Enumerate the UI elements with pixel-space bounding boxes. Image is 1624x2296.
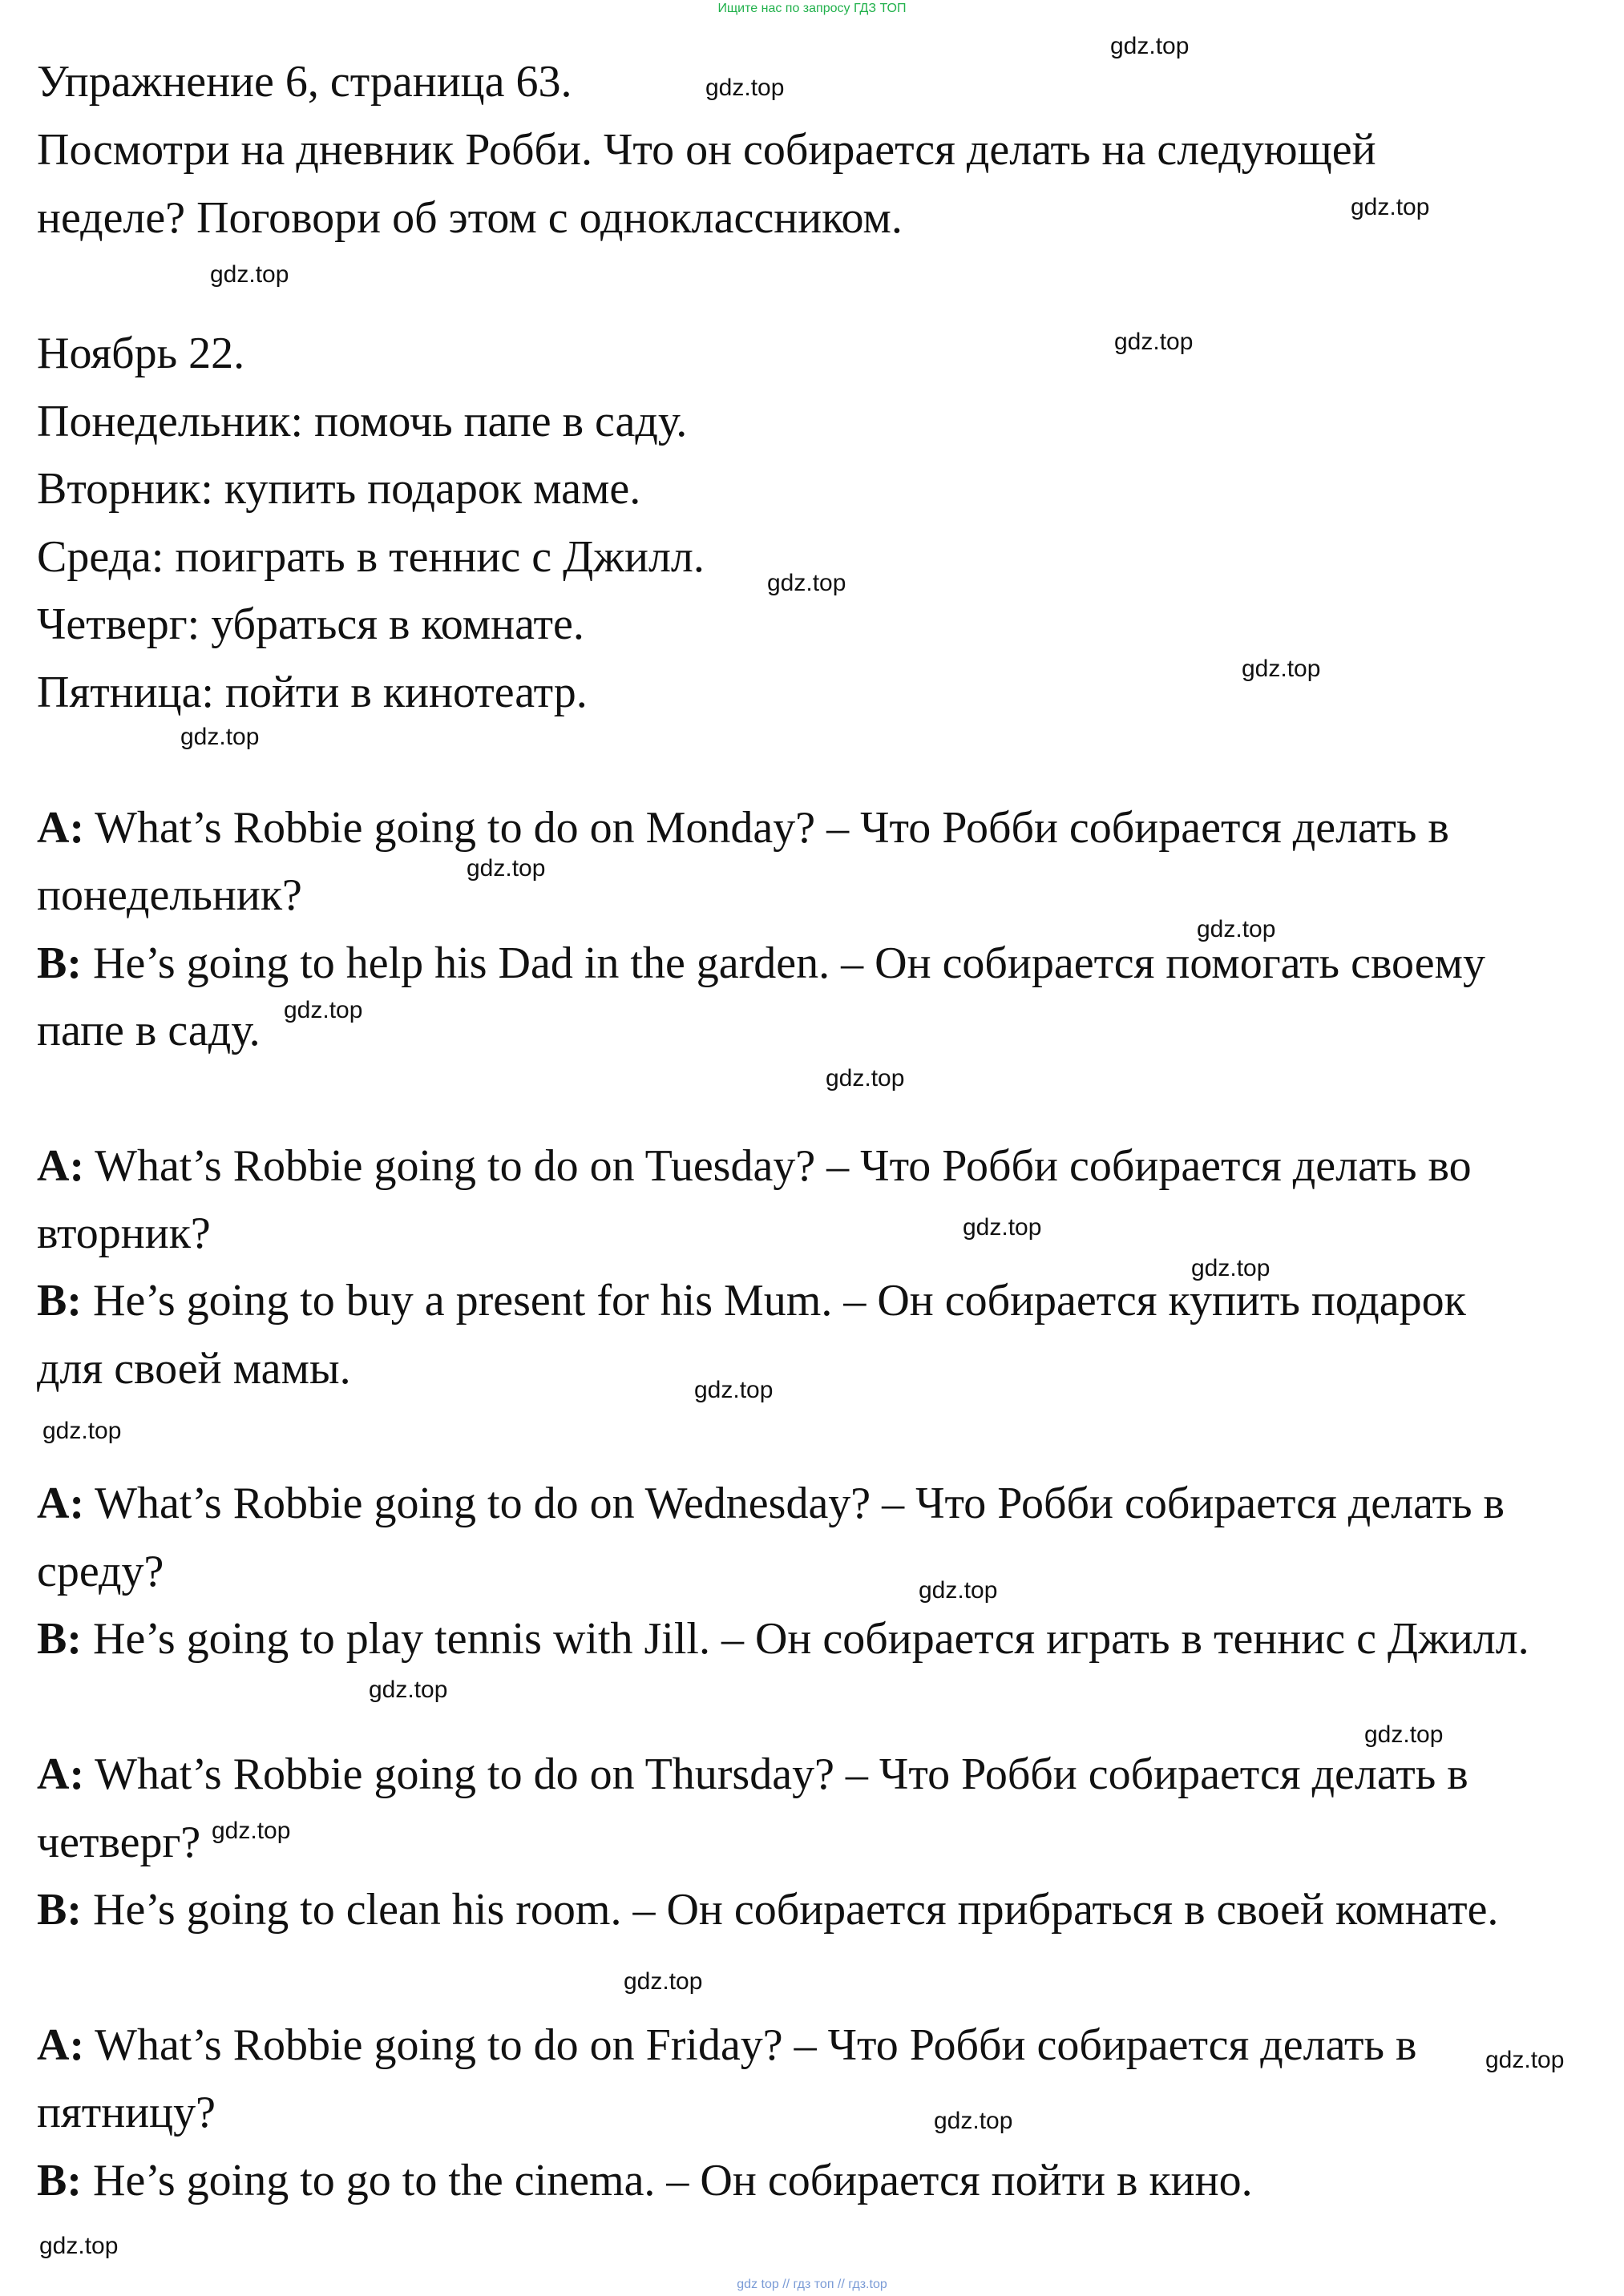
watermark: gdz.top — [1485, 2047, 1565, 2073]
answer-text: He’s going to help his Dad in the garden. – Он собирается помогать своему — [82, 938, 1485, 988]
watermark: gdz.top — [1197, 916, 1276, 942]
exercise-title: Упражнение 6, страница 63. — [37, 57, 572, 107]
dialogue-answer — [37, 2155, 1253, 2206]
watermark: gdz.top — [210, 261, 289, 288]
watermark: gdz.top — [467, 855, 546, 882]
answer-text: He’s going to clean his room. – Он собирается прибраться в своей комнате. — [82, 1885, 1499, 1935]
question-continuation: понедельник? — [37, 870, 302, 920]
diary-entry: Вторник: купить подарок маме. — [37, 464, 641, 514]
watermark: gdz.top — [624, 1968, 703, 1995]
answer-continuation: для своей мамы. — [37, 1344, 351, 1394]
question-continuation: пятницу? — [37, 2088, 216, 2137]
exercise-instruction-line-1: Посмотри на дневник Робби. Что он собирается делать на следующей — [37, 125, 1376, 175]
speaker-a-label: A: — [37, 1141, 85, 1191]
speaker-a-label: A: — [37, 1749, 85, 1799]
diary-entry: Понедельник: помочь папе в саду. — [37, 397, 688, 446]
diary-entry: Четверг: убраться в комнате. — [37, 599, 584, 649]
footer-links: gdz top // гдз топ // гдз.top — [737, 2278, 887, 2291]
watermark: gdz.top — [1351, 194, 1430, 220]
question-text: What’s Robbie going to do on Tuesday? – Что Робби собирается делать во — [84, 1141, 1472, 1191]
speaker-a-label: A: — [37, 1479, 85, 1528]
dialogue-question — [37, 1140, 1472, 1192]
watermark: gdz.top — [826, 1065, 905, 1092]
watermark: gdz.top — [1364, 1721, 1444, 1748]
watermark: gdz.top — [42, 1418, 122, 1444]
dialogue-question — [37, 1478, 1505, 1529]
answer-text: He’s going to play tennis with Jill. – Он собирается играть в теннис с Джилл. — [82, 1614, 1529, 1664]
watermark: gdz.top — [1110, 33, 1190, 59]
watermark: gdz.top — [180, 724, 260, 750]
top-banner: Ищите нас по запросу ГДЗ ТОП — [717, 2, 907, 15]
watermark: gdz.top — [767, 570, 846, 596]
watermark: gdz.top — [284, 997, 363, 1023]
question-text: What’s Robbie going to do on Thursday? – Что Робби собирается делать в — [84, 1749, 1468, 1799]
question-text: What’s Robbie going to do on Monday? – Что Робби собирается делать в — [84, 803, 1449, 853]
dialogue-question — [37, 1749, 1468, 1800]
watermark: gdz.top — [39, 2233, 119, 2259]
question-continuation: вторник? — [37, 1209, 211, 1258]
exercise-instruction-line-2: неделе? Поговори об этом с одноклассником. — [37, 193, 903, 243]
watermark: gdz.top — [705, 75, 785, 101]
speaker-b-label: B: — [37, 1614, 82, 1664]
answer-text: He’s going to go to the cinema. – Он собирается пойти в кино. — [82, 2156, 1253, 2205]
speaker-b-label: B: — [37, 938, 82, 988]
dialogue-answer — [37, 1884, 1498, 1935]
diary-entry: Пятница: пойти в кинотеатр. — [37, 668, 588, 717]
dialogue-question — [37, 2020, 1416, 2071]
question-continuation: четверг? — [37, 1818, 201, 1867]
watermark: gdz.top — [1191, 1255, 1271, 1281]
speaker-b-label: B: — [37, 1885, 82, 1935]
watermark: gdz.top — [1114, 329, 1194, 355]
answer-continuation: папе в саду. — [37, 1006, 261, 1055]
dialogue-answer — [37, 1613, 1529, 1664]
watermark: gdz.top — [1242, 656, 1321, 682]
diary-entry: Среда: поиграть в теннис с Джилл. — [37, 532, 705, 582]
dialogue-answer — [37, 938, 1485, 989]
watermark: gdz.top — [212, 1818, 291, 1844]
speaker-b-label: B: — [37, 2156, 82, 2205]
watermark: gdz.top — [963, 1214, 1042, 1241]
question-text: What’s Robbie going to do on Wednesday? – Что Робби собирается делать в — [84, 1479, 1505, 1528]
speaker-a-label: A: — [37, 2020, 85, 2070]
answer-text: He’s going to buy a present for his Mum. – Он собирается купить подарок — [82, 1276, 1466, 1326]
question-text: What’s Robbie going to do on Friday? – Что Робби собирается делать в — [84, 2020, 1417, 2070]
question-continuation: среду? — [37, 1547, 164, 1596]
diary-date: Ноябрь 22. — [37, 329, 245, 378]
speaker-b-label: B: — [37, 1276, 82, 1326]
watermark: gdz.top — [369, 1677, 448, 1703]
watermark: gdz.top — [694, 1377, 774, 1403]
dialogue-question — [37, 802, 1449, 853]
speaker-a-label: A: — [37, 803, 85, 853]
watermark: gdz.top — [934, 2108, 1013, 2134]
watermark: gdz.top — [919, 1577, 998, 1604]
